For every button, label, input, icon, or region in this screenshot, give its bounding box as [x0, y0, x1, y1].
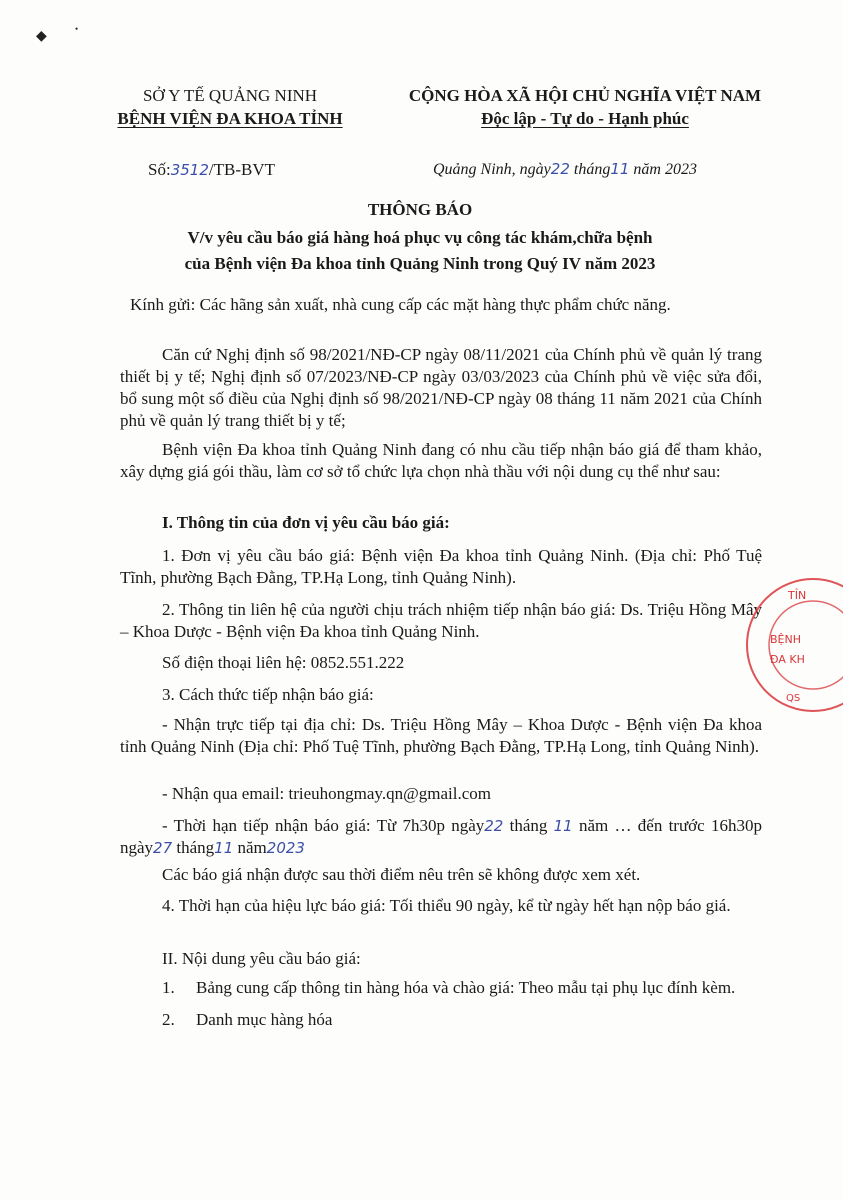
- stamp-line2: ĐA KH: [770, 653, 805, 666]
- issuer-hospital: BỆNH VIỆN ĐA KHOA TỈNH: [117, 109, 343, 128]
- deadline-info: - Thời hạn tiếp nhận báo giá: Từ 7h30p ngày22 tháng 11 năm … đến trước 16h30p ngày27 tháng11 năm2023: [120, 816, 762, 857]
- list-item: 1. Bảng cung cấp thông tin hàng hóa và chào giá: Theo mẫu tại phụ lục đính kèm.: [162, 978, 736, 997]
- requester-info: 1. Đơn vị yêu cầu báo giá: Bệnh viện Đa khoa tỉnh Quảng Ninh. (Địa chỉ: Phố Tuệ Tĩnh, phường Bạch Đằng, TP.Hạ Long, tỉnh Quảng Ninh).: [120, 546, 762, 587]
- receiving-method-heading: 3. Cách thức tiếp nhận báo giá:: [162, 685, 374, 704]
- section-1-heading: I. Thông tin của đơn vị yêu cầu báo giá:: [162, 513, 450, 532]
- document-date: Quảng Ninh, ngày22 tháng11 năm 2023: [433, 160, 697, 178]
- legal-basis-paragraph: Căn cứ Nghị định số 98/2021/NĐ-CP ngày 08/11/2021 của Chính phủ về quản lý trang thiết bị y tế; Nghị định số 07/2023/NĐ-CP ngày 03/03/2023 của Chính phủ về việc sửa đổi, bổ sung một số điều của Nghị định số 98/2021/NĐ-CP ngày 08 tháng 11 năm 2021 của Chính phủ về quản lý trang thiết bị y tế;: [120, 345, 762, 430]
- handwritten-end-day: 27: [153, 839, 173, 857]
- document-subtitle-line1: V/v yêu cầu báo giá hàng hoá phục vụ công tác khám,chữa bệnh: [187, 228, 653, 247]
- recipient-line: Kính gửi: Các hãng sản xuất, nhà cung cấp các mặt hàng thực phẩm chức năng.: [130, 295, 671, 314]
- handwritten-number: 3512: [170, 161, 209, 179]
- handwritten-start-day: 22: [484, 817, 504, 835]
- handwritten-end-year: 2023: [266, 839, 305, 857]
- national-motto: Độc lập - Tự do - Hạnh phúc: [481, 109, 689, 128]
- validity-info: 4. Thời hạn của hiệu lực báo giá: Tối thiểu 90 ngày, kể từ ngày hết hạn nộp báo giá.: [162, 896, 731, 915]
- handwritten-end-month: 11: [214, 839, 234, 857]
- scan-mark: ◆: [36, 29, 47, 44]
- contact-phone: Số điện thoại liên hệ: 0852.551.222: [162, 653, 405, 672]
- document-subtitle-line2: của Bệnh viện Đa khoa tỉnh Quảng Ninh trong Quý IV năm 2023: [184, 254, 656, 273]
- contact-person-info: 2. Thông tin liên hệ của người chịu trách nhiệm tiếp nhận báo giá: Ds. Triệu Hồng Mây – Khoa Dược - Bệnh viện Đa khoa tỉnh Quảng Ninh.: [120, 600, 762, 641]
- stamp-bottom-text: QS: [786, 693, 801, 704]
- stamp-line1: BỆNH: [770, 633, 801, 646]
- late-submission-note: Các báo giá nhận được sau thời điểm nêu trên sẽ không được xem xét.: [162, 865, 641, 884]
- national-title: CỘNG HÒA XÃ HỘI CHỦ NGHĨA VIỆT NAM: [408, 86, 762, 105]
- section-2-heading: II. Nội dung yêu cầu báo giá:: [162, 949, 361, 968]
- direct-delivery-info: - Nhận trực tiếp tại địa chỉ: Ds. Triệu Hồng Mây – Khoa Dược - Bệnh viện Đa khoa tỉnh Quảng Ninh (Địa chỉ: Phố Tuệ Tĩnh, phường Bạch Đằng, TP.Hạ Long, tỉnh Quảng Ninh).: [120, 715, 762, 756]
- hospital-stamp: [728, 575, 843, 715]
- purpose-paragraph: Bệnh viện Đa khoa tỉnh Quảng Ninh đang có nhu cầu tiếp nhận báo giá để tham khảo, xây dựng giá gói thầu, làm cơ sở tổ chức lựa chọn nhà thầu với nội dung cụ thể như sau:: [120, 440, 762, 481]
- national-header: [380, 84, 790, 130]
- scan-mark: •: [75, 24, 79, 34]
- handwritten-month: 11: [610, 160, 630, 178]
- issuer-department: SỞ Y TẾ QUẢNG NINH: [142, 86, 318, 105]
- document-title: THÔNG BÁO: [367, 200, 473, 219]
- list-item: 2. Danh mục hàng hóa: [162, 1010, 333, 1029]
- issuer-header: [95, 84, 365, 130]
- handwritten-day: 22: [550, 160, 570, 178]
- stamp-top-text: TỈN: [788, 589, 807, 602]
- document-number: Số:3512/TB-BVT: [148, 160, 275, 179]
- requirements-list: [162, 977, 762, 1031]
- handwritten-start-month: 11: [553, 817, 573, 835]
- email-info: - Nhận qua email: trieuhongmay.qn@gmail.com: [162, 784, 491, 803]
